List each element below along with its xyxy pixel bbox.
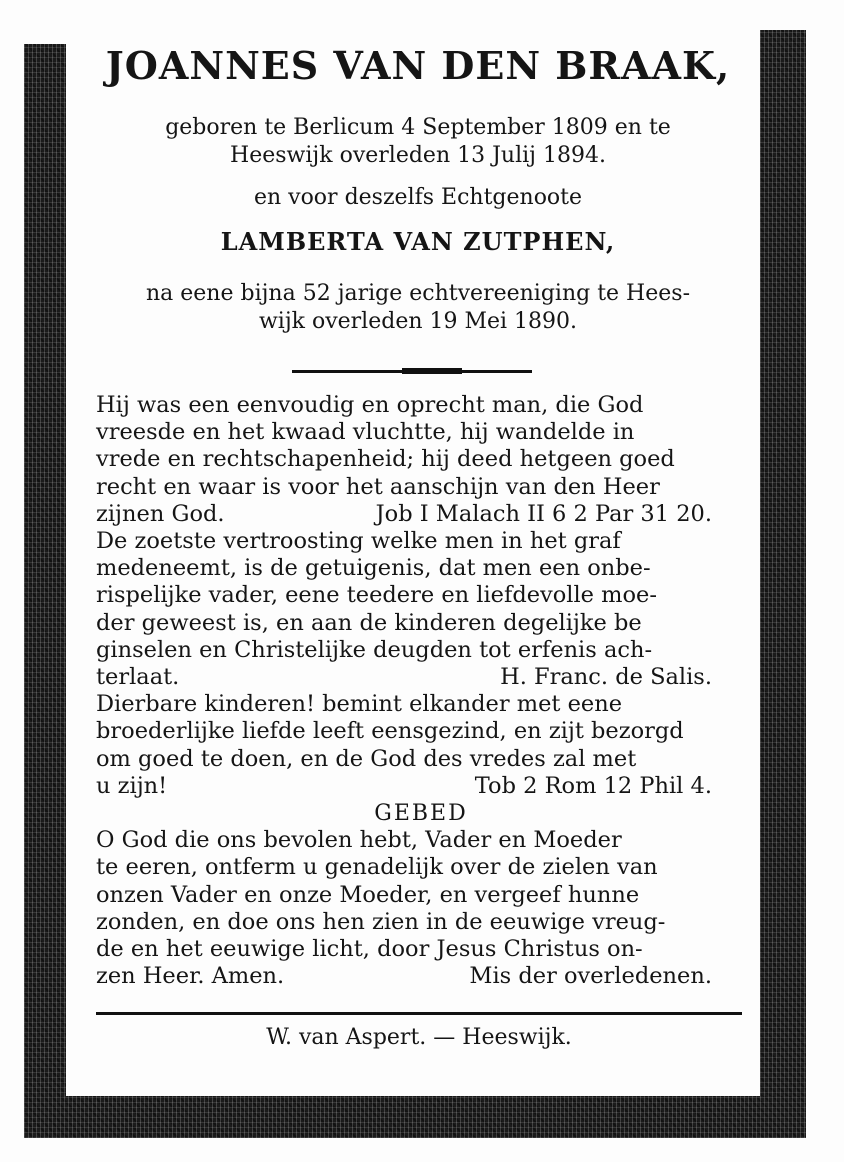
marriage-line-1: na eene bijna 52 jarige echtvereeniging te Hees-: [145, 281, 691, 306]
line-reference: H. Franc. de Salis.: [500, 664, 712, 691]
memorial-text: [96, 392, 746, 990]
footer-divider: [96, 1012, 742, 1015]
text-line: [96, 936, 746, 963]
text-line: [96, 474, 746, 501]
line-reference: Job I Malach II 6 2 Par 31 20.: [375, 500, 712, 527]
line-text: recht en waar is voor het aanschijn van den Heer: [96, 473, 660, 500]
line-text: zonden, en doe ons hen zien in de eeuwige vreug-: [96, 908, 666, 935]
line-text: medeneemt, is de getuigenis, dat men een onbe-: [96, 555, 651, 582]
prayer-heading: GEBED: [374, 801, 468, 827]
text-line: [96, 419, 746, 446]
text-line: [96, 392, 746, 419]
line-text: de en het eeuwige licht, door Jesus Christus on-: [96, 936, 643, 963]
line-text: O God die ons bevolen hebt, Vader en Moeder: [96, 827, 622, 854]
line-text: te eeren, ontferm u genadelijk over de zielen van: [96, 854, 658, 881]
line-text: der geweest is, en aan de kinderen degelijke be: [96, 609, 642, 636]
line-text: broederlijke liefde leeft eensgezind, en zijt bezorgd: [96, 718, 684, 745]
text-line: [96, 501, 746, 528]
marriage-line-2: wijk overleden 19 Mei 1890.: [258, 309, 578, 334]
printer-credit: W. van Aspert. — Heeswijk.: [266, 1025, 572, 1050]
line-text: vrede en rechtschapenheid; hij deed hetgeen goed: [96, 446, 675, 473]
deceased-name-title: JOANNES VAN DEN BRAAK,: [105, 43, 731, 88]
prayer-text: [96, 827, 746, 990]
text-line: [96, 528, 746, 555]
line-reference: Mis der overledenen.: [469, 963, 712, 990]
marriage-info: [92, 280, 744, 336]
body-paragraphs: [96, 392, 746, 800]
text-line: [96, 610, 746, 637]
text-line: [96, 963, 746, 990]
spouse-intro: en voor deszelfs Echtgenoote: [253, 185, 583, 210]
line-text: ginselen en Christelijke deugden tot erfenis ach-: [96, 636, 653, 663]
birth-death-info: [92, 114, 744, 170]
birth-line-1: geboren te Berlicum 4 September 1809 en te: [165, 115, 671, 140]
text-line: [96, 691, 746, 718]
text-line: [96, 718, 746, 745]
line-text: om goed te doen, en de God des vredes zal met: [96, 745, 637, 772]
text-line: [96, 773, 746, 800]
line-text: zen Heer. Amen.: [96, 963, 285, 990]
line-text: terlaat.: [96, 664, 180, 691]
line-text: Hij was een eenvoudig en oprecht man, die God: [96, 392, 644, 418]
text-line: [96, 882, 746, 909]
line-text: vreesde en het kwaad vluchtte, hij wandelde in: [96, 419, 635, 446]
mourning-border-bottom: [24, 1096, 806, 1138]
text-line: [96, 446, 746, 473]
text-line: [96, 827, 746, 854]
text-line: [96, 854, 746, 881]
line-text: Dierbare kinderen! bemint elkander met eene: [96, 691, 623, 718]
birth-line-2: Heeswijk overleden 13 Julij 1894.: [230, 143, 606, 168]
line-text: De zoetste vertroosting welke men in het graf: [96, 528, 621, 555]
ornamental-divider: [292, 370, 532, 373]
text-line: [96, 664, 746, 691]
text-line: [96, 582, 746, 609]
line-text: onzen Vader en onze Moeder, en vergeef hunne: [96, 881, 640, 908]
spouse-name: LAMBERTA VAN ZUTPHEN,: [220, 227, 616, 256]
text-line: [96, 637, 746, 664]
line-text: rispelijke vader, eene teedere en liefdevolle moe-: [96, 582, 657, 609]
header-block: [92, 30, 744, 336]
mourning-border-left: [24, 44, 66, 1138]
line-text: zijnen God.: [96, 500, 225, 527]
mourning-border-right: [760, 30, 806, 1138]
line-reference: Tob 2 Rom 12 Phil 4.: [474, 772, 712, 799]
line-text: u zijn!: [96, 772, 168, 799]
text-line: [96, 555, 746, 582]
text-line: [96, 909, 746, 936]
text-line: [96, 746, 746, 773]
